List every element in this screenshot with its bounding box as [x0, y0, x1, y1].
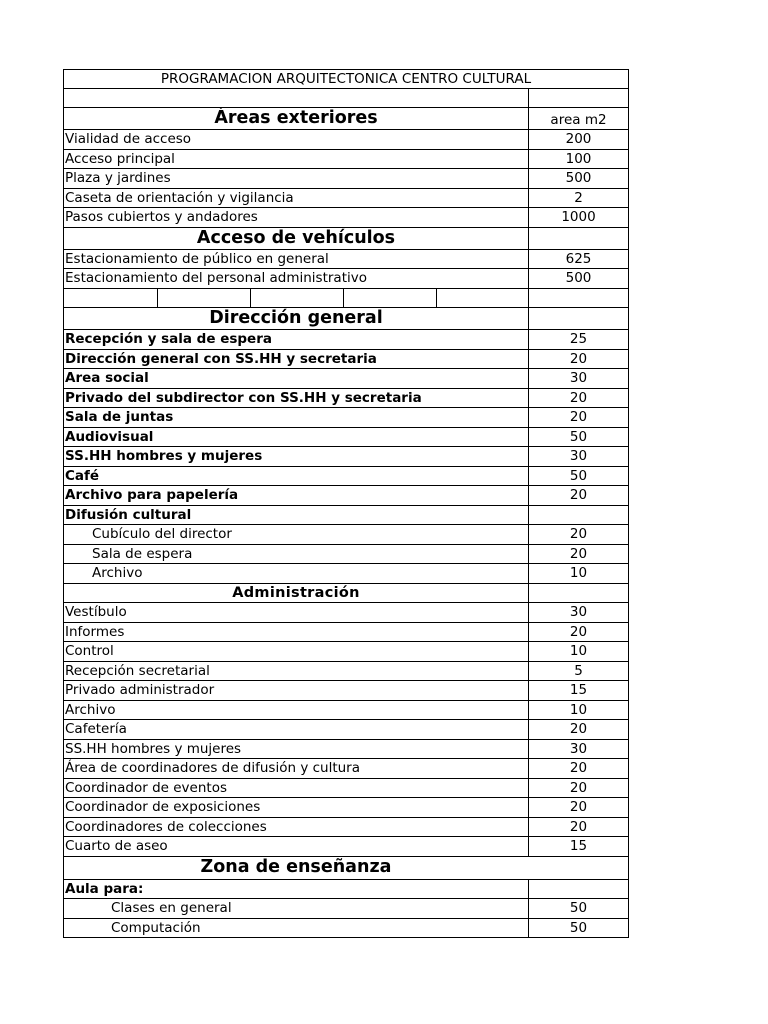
area-cell: 10 [528, 642, 628, 661]
table-row [63, 330, 629, 350]
table-row [63, 189, 629, 209]
area-cell: 625 [528, 250, 628, 269]
program-table [63, 69, 629, 938]
space-name: Area social [65, 370, 149, 386]
space-name: Control [65, 643, 114, 659]
table-row [63, 486, 629, 506]
area-cell: 5 [528, 662, 628, 681]
area-cell: 20 [528, 623, 628, 642]
space-name: SS.HH hombres y mujeres [65, 740, 242, 757]
space-name: SS.HH hombres y mujeres [65, 448, 263, 464]
space-name: Estacionamiento del personal administrativo [65, 270, 367, 286]
table-row [63, 899, 629, 919]
area-cell: 20 [528, 720, 628, 739]
table-row [63, 250, 629, 270]
area-cell [528, 308, 628, 329]
table-row [63, 545, 629, 565]
area-cell: 20 [528, 818, 628, 837]
area-cell [528, 89, 628, 108]
area-cell: 30 [528, 603, 628, 622]
space-name: Privado administrador [65, 682, 215, 698]
table-row [63, 467, 629, 487]
section-title: Áreas exteriores [214, 108, 378, 128]
section-title: Acceso de vehículos [196, 227, 396, 248]
zone-header-row [63, 857, 629, 880]
table-row [63, 447, 629, 467]
space-name: Archivo [65, 701, 116, 718]
space-name: Sala de espera [92, 545, 193, 562]
area-cell: 10 [528, 701, 628, 720]
table-row [63, 389, 629, 409]
space-name: Sala de juntas [65, 409, 174, 425]
table-row [63, 681, 629, 701]
area-cell: 200 [528, 130, 628, 149]
area-cell: 50 [528, 467, 628, 486]
table-row [63, 350, 629, 370]
space-name: Pasos cubiertos y andadores [65, 209, 258, 225]
area-cell: 2 [528, 189, 628, 208]
table-row [63, 506, 629, 526]
zone-title: Zona de enseñanza [200, 856, 392, 877]
table-row [63, 603, 629, 623]
space-name: Coordinadores de colecciones [65, 818, 267, 835]
section-title: Dirección general [209, 308, 383, 328]
table-row [63, 150, 629, 170]
subsection-title: Administración [232, 584, 360, 601]
table-row [63, 623, 629, 643]
space-name: Estacionamiento de público en general [65, 250, 329, 267]
area-cell: 20 [528, 350, 628, 369]
space-name: Archivo para papelería [65, 487, 239, 503]
area-cell: 20 [528, 779, 628, 798]
area-cell: 25 [528, 330, 628, 349]
area-cell: 20 [528, 486, 628, 505]
space-name: Aula para: [65, 880, 144, 897]
area-cell [528, 506, 628, 525]
space-name: Vialidad de acceso [65, 131, 192, 147]
area-cell: 30 [528, 369, 628, 388]
space-name: Dirección general con SS.HH y secretaria [65, 350, 377, 367]
area-cell: 20 [528, 389, 628, 408]
area-cell [528, 289, 628, 308]
table-row [63, 208, 629, 228]
space-name: Archivo [92, 565, 143, 581]
area-cell: 15 [528, 681, 628, 700]
table-row [63, 564, 629, 584]
space-name: Área de coordinadores de difusión y cultura [65, 760, 361, 776]
table-title-row [63, 69, 629, 89]
table-row [63, 701, 629, 721]
subsection-header-row [63, 584, 629, 604]
space-name: Cafetería [65, 721, 127, 737]
table-row [63, 662, 629, 682]
area-cell: 15 [528, 837, 628, 856]
table-row [63, 720, 629, 740]
space-name: Cubículo del director [92, 526, 232, 542]
area-cell: 20 [528, 408, 628, 427]
section-header-row [63, 108, 629, 130]
table-row [63, 818, 629, 838]
space-name: Privado del subdirector con SS.HH y secretaria [65, 389, 422, 406]
table-row [63, 798, 629, 818]
table-row [63, 837, 629, 857]
area-cell: 50 [528, 899, 628, 918]
table-row [63, 130, 629, 150]
table-row [63, 919, 629, 939]
table-row [63, 269, 629, 289]
table-row [63, 525, 629, 545]
space-name: Audiovisual [65, 428, 154, 445]
space-name: Difusión cultural [65, 506, 192, 523]
area-cell: 30 [528, 447, 628, 466]
table-row [63, 408, 629, 428]
area-cell: 1000 [528, 208, 628, 227]
area-cell: 100 [528, 150, 628, 169]
space-name: Clases en general [111, 900, 232, 916]
area-cell: 20 [528, 798, 628, 817]
area-cell [528, 228, 628, 249]
area-cell: 20 [528, 759, 628, 778]
table-row [63, 642, 629, 662]
section-header-row [63, 308, 629, 330]
area-cell: 20 [528, 525, 628, 544]
space-name: Caseta de orientación y vigilancia [65, 189, 294, 206]
blank-row [63, 89, 629, 109]
area-cell: area m2 [528, 108, 628, 129]
area-cell: 50 [528, 428, 628, 447]
area-cell: 500 [528, 169, 628, 188]
space-name: Café [65, 467, 100, 484]
area-cell: 500 [528, 269, 628, 288]
area-cell: 10 [528, 564, 628, 583]
table-row [63, 740, 629, 760]
split-blank-row [63, 289, 629, 309]
space-name: Plaza y jardines [65, 170, 171, 186]
area-cell [528, 880, 628, 899]
area-cell [528, 584, 628, 603]
space-name: Coordinador de eventos [65, 779, 227, 796]
table-row [63, 880, 629, 900]
table-row [63, 369, 629, 389]
space-name: Acceso principal [65, 150, 175, 167]
space-name: Recepción y sala de espera [65, 331, 272, 347]
space-name: Coordinador de exposiciones [65, 799, 261, 815]
space-name: Recepción secretarial [65, 662, 210, 679]
table-title: PROGRAMACION ARQUITECTONICA CENTRO CULTURAL [160, 71, 532, 87]
table-row [63, 779, 629, 799]
space-name: Computación [111, 919, 201, 936]
section-header-row [63, 228, 629, 250]
table-row [63, 169, 629, 189]
area-cell: 50 [528, 919, 628, 938]
area-cell: 20 [528, 545, 628, 564]
area-cell: 30 [528, 740, 628, 759]
space-name: Vestíbulo [65, 604, 127, 620]
table-row [63, 759, 629, 779]
table-row [63, 428, 629, 448]
space-name: Informes [65, 623, 125, 640]
space-name: Cuarto de aseo [65, 838, 168, 854]
